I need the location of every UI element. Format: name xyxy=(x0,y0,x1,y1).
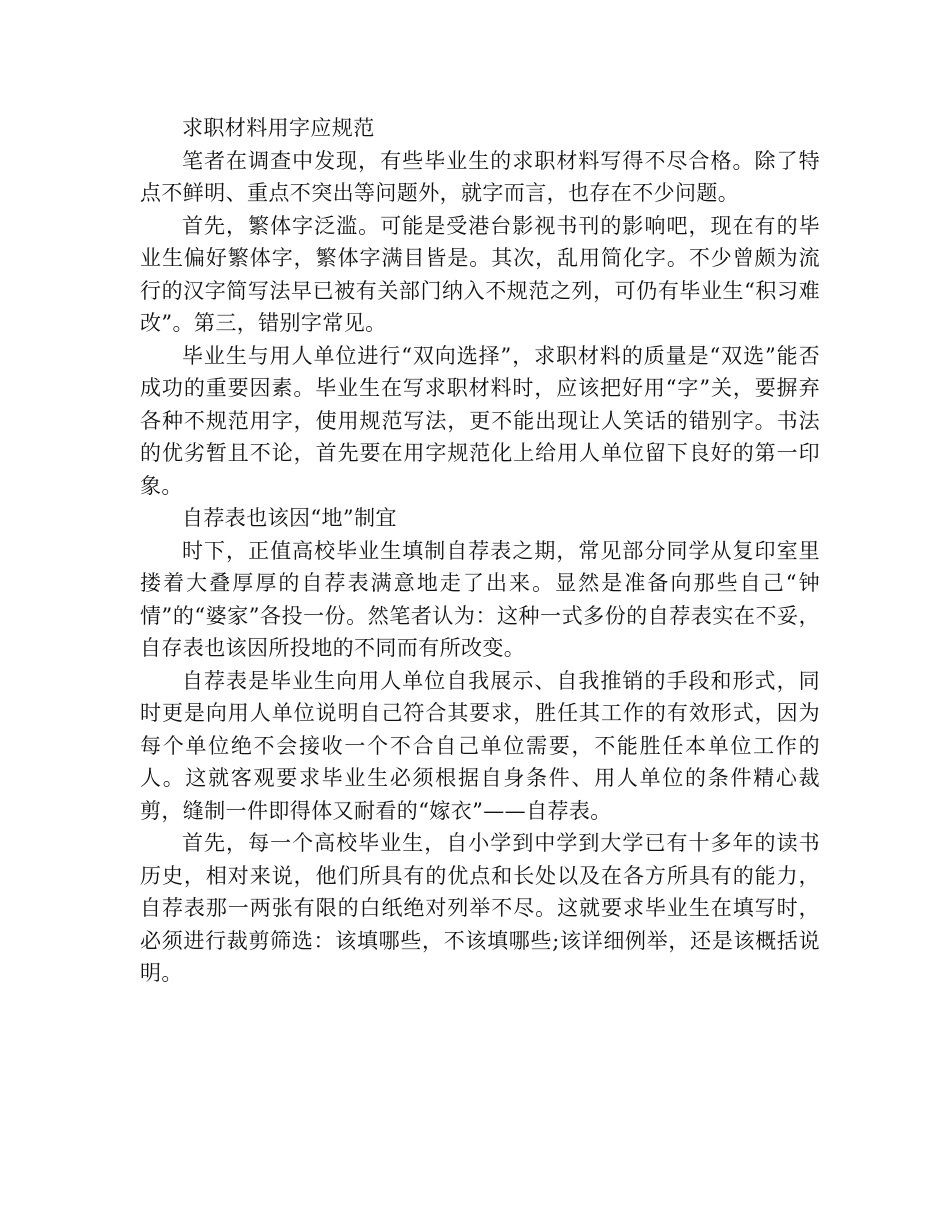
paragraph-two-way-selection: 毕业生与用人单位进行“双向选择”，求职材料的质量是“双选”能否成功的重要因素。毕业生在写求职材料时，应该把好用“字”关，要摒弃各种不规范用字，使用规范写法，更不能出现让人笑话的错别字。书法的优劣暂且不论，首先要在用字规范化上给用人单位留下良好的第一印象。 xyxy=(140,343,820,498)
paragraph-self-presentation: 自荐表是毕业生向用人单位自我展示、自我推销的手段和形式，同时更是向用人单位说明自己符合其要求，胜任其工作的有效形式，因为每个单位绝不会接收一个不合自己单位需要，不能胜任本单位工作的人。这就客观要求毕业生必须根据自身条件、用人单位的条件精心裁剪，缝制一件即得体又耐看的“嫁衣”——自荐表。 xyxy=(140,668,820,823)
paragraph-survey-findings: 笔者在调查中发现，有些毕业生的求职材料写得不尽合格。除了特点不鲜明、重点不突出等问题外，就字而言，也存在不少问题。 xyxy=(140,148,820,205)
paragraph-selection-filtering: 首先，每一个高校毕业生，自小学到中学到大学已有十多年的读书历史，相对来说，他们所具有的优点和长处以及在各方所具有的能力，自荐表那一两张有限的白纸绝对列举不尽。这就要求毕业生在填写时，必须进行裁剪筛选：该填哪些，不该填哪些;该详细例举，还是该概括说明。 xyxy=(140,831,820,985)
paragraph-character-problems: 首先，繁体字泛滥。可能是受港台影视书刊的影响吧，现在有的毕业生偏好繁体字，繁体字满目皆是。其次，乱用简化字。不少曾颇为流行的汉字简写法早已被有关部门纳入不规范之列，可仍有毕业生“积习难改”。第三，错别字常见。 xyxy=(140,213,820,335)
section-heading-job-materials: 求职材料用字应规范 xyxy=(182,116,375,140)
section-heading-self-recommendation: 自荐表也该因“地”制宜 xyxy=(182,506,397,530)
document-body xyxy=(140,112,820,990)
paragraph-copy-room: 时下，正值高校毕业生填制自荐表之期，常见部分同学从复印室里搂着大叠厚厚的自荐表满意地走了出来。显然是准备向那些自己“钟情”的“婆家”各投一份。然笔者认为：这种一式多份的自荐表实在不妥，自存表也该因所投地的不同而有所改变。 xyxy=(140,538,820,660)
